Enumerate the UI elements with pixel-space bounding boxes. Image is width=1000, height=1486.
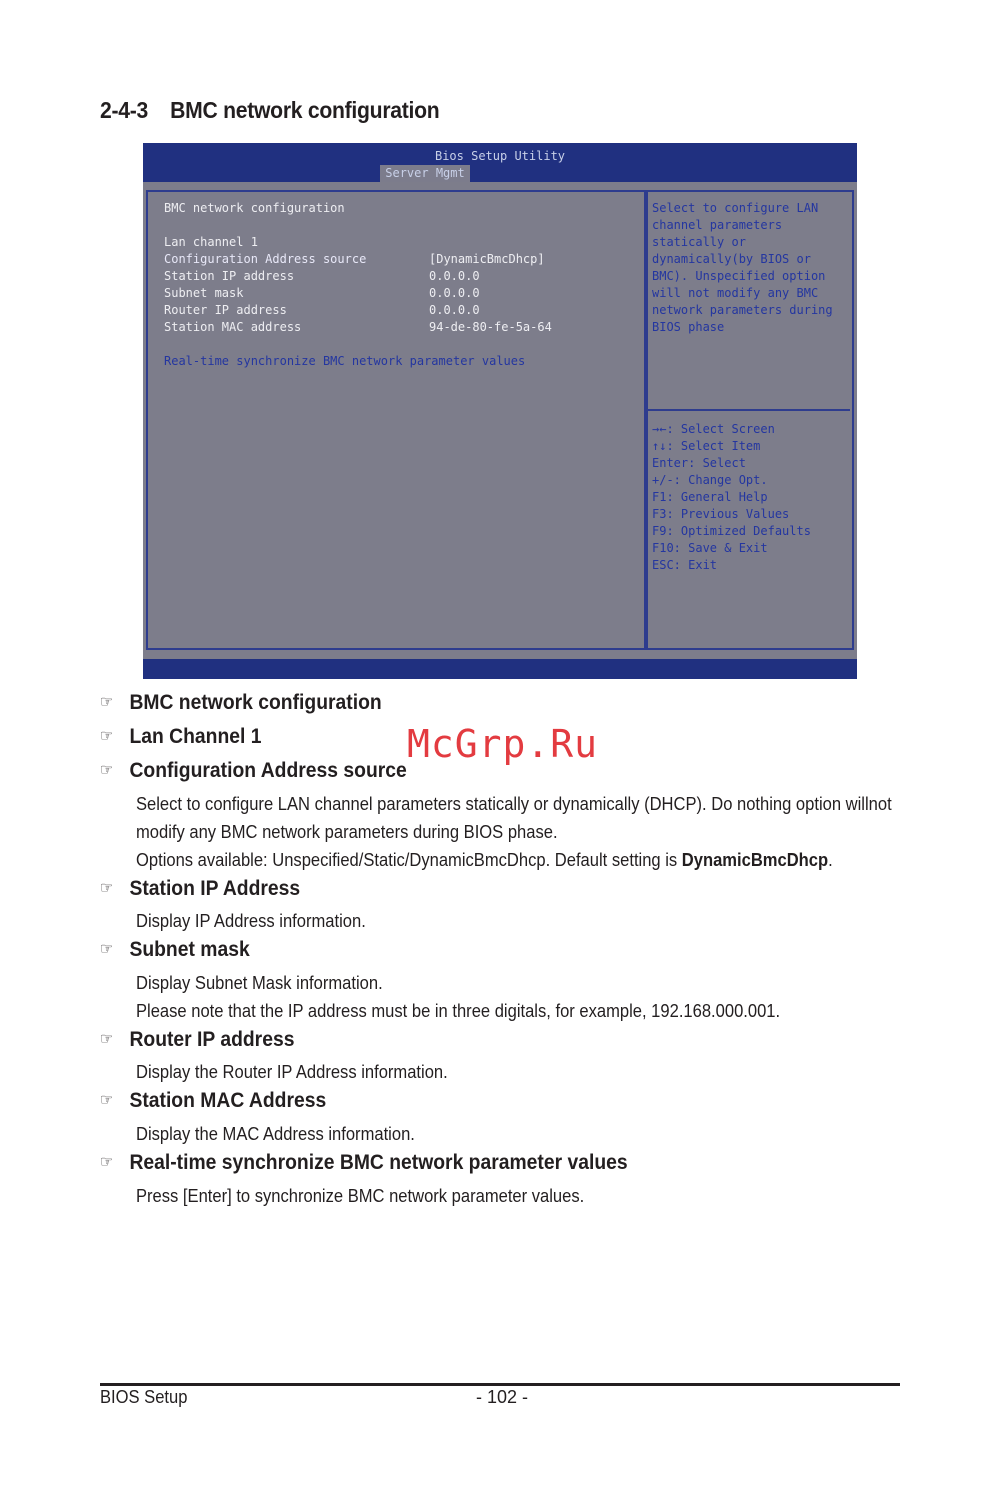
pointing-hand-icon: ☞ bbox=[100, 728, 114, 745]
item-title: BMC network configuration bbox=[129, 691, 382, 714]
watermark: McGrp.Ru bbox=[407, 722, 599, 766]
pointing-hand-icon: ☞ bbox=[100, 880, 114, 897]
help-line: dynamically(by BIOS or bbox=[652, 252, 811, 266]
bios-screenshot bbox=[143, 143, 857, 679]
help-line: BIOS phase bbox=[652, 320, 725, 334]
bios-row-mac-label: Station MAC address bbox=[164, 320, 302, 334]
bios-row-router-ip-value: 0.0.0.0 bbox=[429, 303, 480, 317]
station-ip-desc: Display IP Address information. bbox=[136, 911, 366, 931]
bios-lan-channel: Lan channel 1 bbox=[164, 235, 258, 249]
bios-sync-item[interactable]: Real-time synchronize BMC network parameter values bbox=[164, 354, 526, 368]
bios-body bbox=[143, 182, 857, 659]
router-ip-desc: Display the Router IP Address information. bbox=[136, 1062, 448, 1082]
bios-row-station-ip-label: Station IP address bbox=[164, 269, 295, 283]
bios-row-station-ip-value: 0.0.0.0 bbox=[429, 269, 480, 283]
footer-rule bbox=[100, 1383, 900, 1386]
config-source-desc-2: modify any BMC network parameters during BIOS phase. bbox=[136, 822, 558, 842]
bios-title: Bios Setup Utility bbox=[434, 149, 566, 163]
item-router-ip bbox=[100, 1028, 294, 1052]
help-line: Select to configure LAN bbox=[652, 201, 819, 215]
page-number: - 102 - bbox=[476, 1387, 529, 1407]
item-title: Router IP address bbox=[129, 1028, 295, 1051]
section-number: 2-4-3 bbox=[100, 97, 149, 123]
desc-text: Options available: Unspecified/Static/DynamicBmcDhcp. Default setting is bbox=[136, 850, 682, 870]
item-station-ip bbox=[100, 877, 300, 901]
key-esc: ESC: Exit bbox=[652, 558, 718, 572]
help-line: statically or bbox=[652, 235, 746, 249]
subnet-desc-2: Please note that the IP address must be in three digitals, for example, 192.168.000.001. bbox=[136, 1001, 781, 1021]
item-title: Station IP Address bbox=[129, 877, 301, 900]
help-line: BMC). Unspecified option bbox=[652, 269, 826, 283]
item-sync bbox=[100, 1151, 628, 1175]
pointing-hand-icon: ☞ bbox=[100, 1154, 114, 1171]
key-f1: F1: General Help bbox=[652, 490, 768, 504]
key-change-opt: +/-: Change Opt. bbox=[652, 473, 768, 487]
key-enter: Enter: Select bbox=[652, 456, 746, 470]
pointing-hand-icon: ☞ bbox=[100, 694, 114, 711]
key-f10: F10: Save & Exit bbox=[652, 541, 768, 555]
bios-row-mac-value: 94-de-80-fe-5a-64 bbox=[429, 320, 552, 334]
item-title: Station MAC Address bbox=[129, 1089, 327, 1112]
item-mac bbox=[100, 1089, 326, 1113]
default-value: DynamicBmcDhcp bbox=[681, 850, 829, 870]
bios-help-panel bbox=[646, 190, 854, 650]
pointing-hand-icon: ☞ bbox=[100, 762, 114, 779]
bios-heading: BMC network configuration bbox=[164, 201, 345, 215]
item-config-source bbox=[100, 759, 407, 783]
sync-desc: Press [Enter] to synchronize BMC network parameter values. bbox=[136, 1186, 585, 1206]
tab-server-mgmt[interactable]: Server Mgmt bbox=[380, 165, 470, 182]
pointing-hand-icon: ☞ bbox=[100, 941, 114, 958]
bios-row-subnet-value: 0.0.0.0 bbox=[429, 286, 480, 300]
config-source-desc-3 bbox=[136, 846, 833, 874]
item-subnet bbox=[100, 938, 250, 962]
help-divider bbox=[648, 409, 850, 411]
bios-bottom-bar bbox=[143, 659, 857, 679]
item-lan-channel bbox=[100, 725, 261, 749]
key-f3: F3: Previous Values bbox=[652, 507, 790, 521]
help-line: will not modify any BMC bbox=[652, 286, 819, 300]
pointing-hand-icon: ☞ bbox=[100, 1092, 114, 1109]
config-source-desc-1: Select to configure LAN channel parameters statically or dynamically (DHCP). Do nothing option willnot bbox=[136, 794, 892, 814]
bios-row-router-ip-label: Router IP address bbox=[164, 303, 287, 317]
section-heading: BMC network configuration bbox=[170, 97, 440, 123]
mac-desc: Display the MAC Address information. bbox=[136, 1124, 415, 1144]
item-title: Lan Channel 1 bbox=[129, 725, 262, 748]
desc-text: . bbox=[828, 850, 833, 870]
pointing-hand-icon: ☞ bbox=[100, 1031, 114, 1048]
help-line: network parameters during bbox=[652, 303, 833, 317]
item-bmc-config bbox=[100, 691, 382, 715]
bios-settings-panel bbox=[146, 190, 646, 650]
key-select-screen: →←: Select Screen bbox=[652, 422, 775, 436]
subnet-desc-1: Display Subnet Mask information. bbox=[136, 973, 383, 993]
footer-label: BIOS Setup bbox=[100, 1387, 188, 1407]
bios-row-config-source-label[interactable]: Configuration Address source bbox=[164, 252, 367, 266]
item-title: Configuration Address source bbox=[129, 759, 407, 782]
help-line: channel parameters bbox=[652, 218, 783, 232]
section-title bbox=[100, 97, 439, 124]
key-select-item: ↑↓: Select Item bbox=[652, 439, 761, 453]
bios-row-config-source-value[interactable]: [DynamicBmcDhcp] bbox=[429, 252, 545, 266]
bios-row-subnet-label: Subnet mask bbox=[164, 286, 244, 300]
item-title: Subnet mask bbox=[129, 938, 250, 961]
key-f9: F9: Optimized Defaults bbox=[652, 524, 811, 538]
item-title: Real-time synchronize BMC network parameter values bbox=[129, 1151, 628, 1174]
